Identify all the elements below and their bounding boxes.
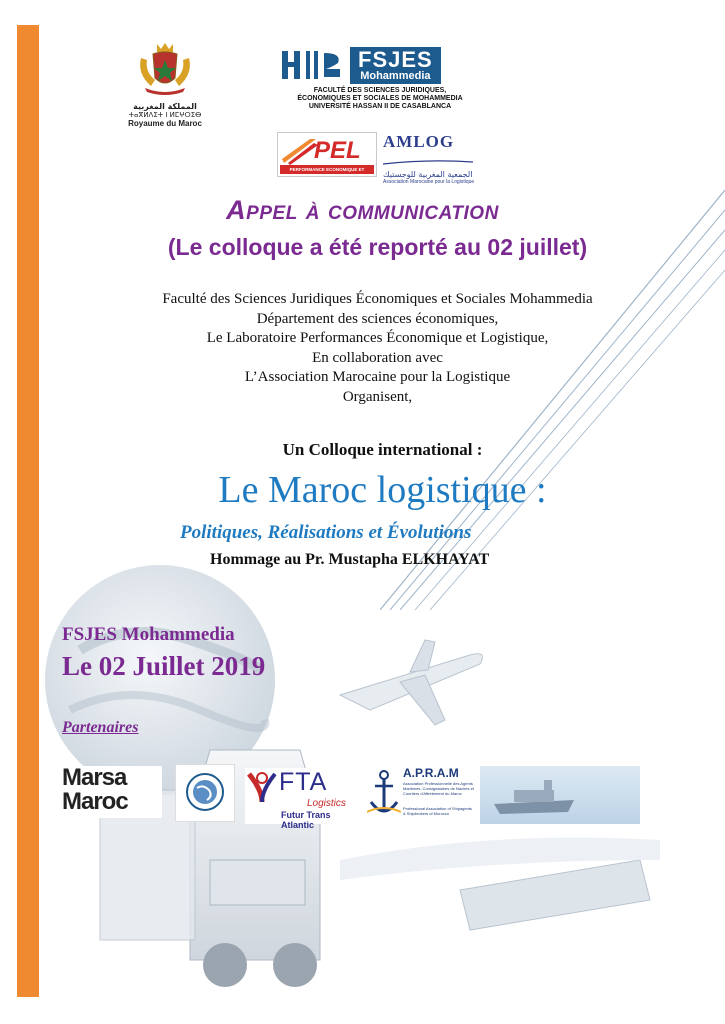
main-title: Le Maroc logistique : — [218, 469, 547, 511]
royaume-french: Royaume du Maroc — [128, 119, 202, 128]
subtitle: Politiques, Réalisations et Évolutions — [180, 522, 472, 543]
organizer-line: Département des sciences économiques, — [256, 310, 499, 327]
partners-label: Partenaires — [62, 719, 139, 736]
amlog-name: AMLOG — [383, 132, 455, 151]
royaume-tifinagh: ⵜⴰⴳⵍⴷⵉⵜ ⵏ ⵍⵎⵖⵔⵉⴱ — [128, 111, 202, 119]
fsjes-description — [280, 87, 480, 112]
fta-emblem-icon — [245, 770, 279, 804]
colloque-label: Un Colloque international : — [282, 440, 483, 459]
fsjes-name-box — [350, 47, 441, 84]
organizer-line: Le Laboratoire Performances Économique et Logistique, — [206, 330, 549, 347]
apram-description-en: Professional Association of Shipagents & Shipbrokers of Morocco — [403, 806, 472, 816]
royaume-logo — [120, 40, 210, 128]
organizer-line: En collaboration avec — [312, 349, 443, 366]
ship-icon — [484, 770, 584, 820]
partner-ship-association — [480, 766, 640, 824]
royaume-arabic: المملكة المغربية — [133, 102, 197, 111]
amlog-arabic: الجمعية المغربية للوجستيك — [383, 170, 473, 179]
organizers-block — [0, 290, 725, 408]
fsjes-logo — [280, 47, 480, 112]
coat-of-arms-icon — [135, 40, 195, 95]
anchor-icon — [367, 768, 401, 820]
organizer-line: Organisent, — [342, 388, 413, 405]
organizer-line: L’Association Marocaine pour la Logistique — [244, 369, 511, 386]
partner-fta-logistics — [245, 768, 355, 830]
amlog-french: Association Marocaine pour la Logistique — [383, 179, 475, 185]
venue: FSJES Mohammedia — [62, 624, 235, 645]
partner-marsa-maroc — [62, 766, 162, 818]
partner-apram — [365, 766, 475, 824]
fta-name: FTA — [279, 768, 328, 796]
event-date: Le 02 Juillet 2019 — [62, 651, 266, 681]
hommage-line: Hommage au Pr. Mustapha ELKHAYAT — [210, 551, 490, 568]
apram-description: Association Professionnelle des Agents Maritimes, Consignataires de Navires et Courtiers d'Affrètement du Maroc — [403, 781, 474, 796]
organizer-line: Faculté des Sciences Juridiques Économiques et Sociales Mohammedia — [162, 291, 593, 307]
amlog-underline-icon — [383, 160, 473, 165]
report-notice: (Le colloque a été reporté au 02 juillet) — [167, 234, 588, 260]
pel-name: PEL — [314, 137, 361, 164]
pel-logo — [277, 132, 377, 181]
apram-name: A.P.R.A.M — [403, 766, 459, 780]
fsjes-emblem-icon — [280, 47, 346, 83]
globe-emblem-icon — [183, 770, 227, 814]
page-title: Appel à communication — [226, 195, 499, 225]
marsa-line-2: Maroc — [62, 788, 128, 815]
fta-full-name: Futur Trans Atlantic — [281, 810, 331, 830]
fsjes-city: Mohammedia — [360, 70, 431, 83]
pel-tagline: PERFORMANCE ECONOMIQUE ET LOGISTIQUE — [280, 165, 374, 174]
fsjes-line-2: ÉCONOMIQUES ET SOCIALES DE MOHAMMEDIA — [297, 95, 463, 103]
fsjes-name: FSJES — [358, 47, 433, 72]
fsjes-line-1: FACULTÉ DES SCIENCES JURIDIQUES, — [313, 86, 447, 94]
amlog-logo — [383, 132, 478, 185]
partner-association-emblem — [175, 764, 235, 822]
fta-logistics: Logistics — [307, 798, 346, 809]
fsjes-line-3: UNIVERSITÉ HASSAN II DE CASABLANCA — [308, 103, 452, 111]
marsa-line-1: Marsa — [62, 764, 127, 791]
